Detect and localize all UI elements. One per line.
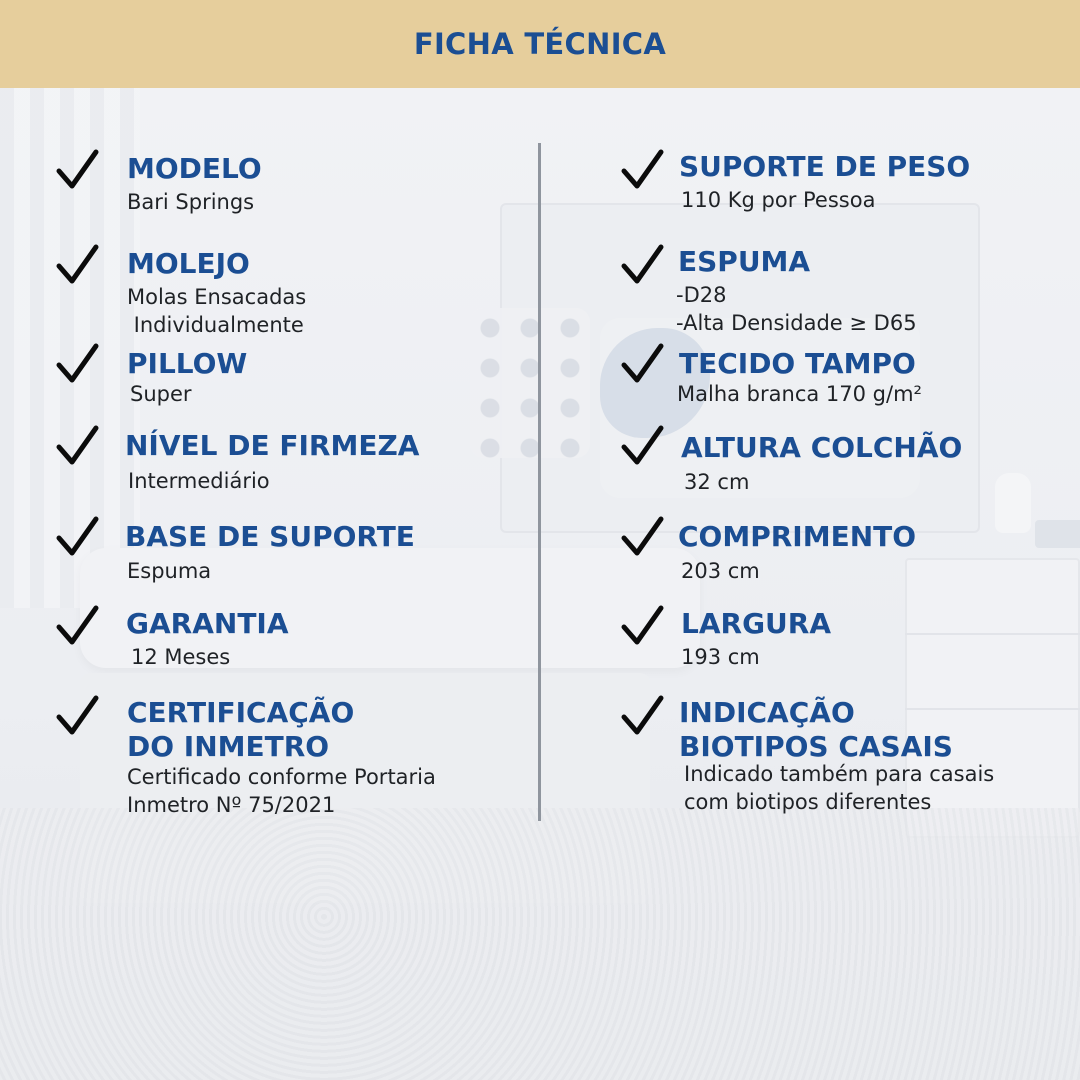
header-band bbox=[0, 0, 1080, 88]
spec-label bbox=[127, 152, 262, 186]
spec-label bbox=[125, 429, 419, 463]
clock bbox=[1035, 520, 1080, 548]
spec-label-line: LARGURA bbox=[681, 607, 832, 640]
checkmark-icon bbox=[55, 515, 99, 559]
spec-value bbox=[681, 186, 875, 214]
spec-value bbox=[131, 643, 230, 671]
spec-label bbox=[679, 150, 970, 184]
spec-value bbox=[676, 281, 917, 337]
nightstand-drawer-line bbox=[905, 633, 1080, 635]
spec-value bbox=[127, 557, 211, 585]
spec-value-line: -D28 bbox=[676, 283, 727, 307]
spec-value bbox=[128, 467, 270, 495]
spec-value bbox=[684, 760, 994, 816]
spec-value-line: Inmetro Nº 75/2021 bbox=[127, 793, 336, 817]
spec-label-line: GARANTIA bbox=[126, 607, 289, 640]
spec-label bbox=[127, 247, 250, 281]
spec-label bbox=[125, 520, 415, 554]
column-divider bbox=[538, 143, 541, 821]
spec-value-line: Indicado também para casais bbox=[684, 762, 995, 786]
spec-label bbox=[681, 431, 962, 465]
spec-label-line: PILLOW bbox=[127, 347, 248, 380]
checkmark-icon bbox=[55, 604, 99, 648]
checkmark-icon bbox=[55, 243, 99, 287]
spec-label-line: COMPRIMENTO bbox=[678, 520, 917, 553]
spec-label-line: ALTURA COLCHÃO bbox=[681, 431, 963, 464]
checkmark-icon bbox=[55, 694, 99, 738]
spec-value bbox=[681, 557, 760, 585]
spec-value-line: Super bbox=[130, 382, 192, 406]
spec-value-line: Malha branca 170 g/m² bbox=[677, 382, 922, 406]
spec-value-line: Individualmente bbox=[127, 313, 304, 337]
spec-value bbox=[677, 380, 922, 408]
spec-label-line: CERTIFICAÇÃO bbox=[127, 696, 355, 729]
spec-label bbox=[126, 607, 289, 641]
spec-label-line: NÍVEL DE FIRMEZA bbox=[125, 429, 420, 462]
spec-label-line: ESPUMA bbox=[678, 245, 811, 278]
checkmark-icon bbox=[620, 515, 664, 559]
checkmark-icon bbox=[55, 342, 99, 386]
spec-value-line: Certificado conforme Portaria bbox=[127, 765, 436, 789]
spec-value bbox=[681, 643, 760, 671]
spec-value-line: com biotipos diferentes bbox=[684, 790, 932, 814]
spec-value-line: 110 Kg por Pessoa bbox=[681, 188, 876, 212]
spec-label bbox=[678, 520, 916, 554]
checkmark-icon bbox=[620, 604, 664, 648]
spec-value bbox=[127, 188, 254, 216]
spec-label-line: TECIDO TAMPO bbox=[679, 347, 916, 380]
spec-value bbox=[684, 468, 749, 496]
checkmark-icon bbox=[620, 424, 664, 468]
spec-label-line: DO INMETRO bbox=[127, 730, 330, 763]
spec-label bbox=[679, 696, 953, 764]
checkmark-icon bbox=[55, 148, 99, 192]
spec-value bbox=[127, 283, 306, 339]
spec-label-line: MOLEJO bbox=[127, 247, 250, 280]
dotted-pillow bbox=[470, 308, 590, 458]
spec-label-line: SUPORTE DE PESO bbox=[679, 150, 971, 183]
spec-value-line: 193 cm bbox=[681, 645, 760, 669]
spec-label bbox=[678, 245, 810, 279]
checkmark-icon bbox=[55, 424, 99, 468]
spec-label bbox=[127, 696, 354, 764]
spec-value-line: Bari Springs bbox=[127, 190, 255, 214]
spec-label bbox=[127, 347, 247, 381]
spec-label bbox=[679, 347, 916, 381]
checkmark-icon bbox=[620, 342, 664, 386]
spec-value-line: 12 Meses bbox=[131, 645, 231, 669]
spec-value-line: 32 cm bbox=[684, 470, 750, 494]
spec-label-line: INDICAÇÃO bbox=[679, 696, 855, 729]
spec-value-line: Espuma bbox=[127, 559, 212, 583]
checkmark-icon bbox=[620, 694, 664, 738]
rug bbox=[0, 808, 1080, 1080]
spec-value bbox=[127, 763, 436, 819]
page-title: FICHA TÉCNICA bbox=[413, 27, 667, 61]
spec-label-line: BIOTIPOS CASAIS bbox=[679, 730, 953, 763]
vase bbox=[995, 473, 1031, 533]
spec-label-line: MODELO bbox=[127, 152, 262, 185]
spec-value-line: Molas Ensacadas bbox=[127, 285, 307, 309]
checkmark-icon bbox=[620, 148, 664, 192]
spec-value-line: Intermediário bbox=[128, 469, 270, 493]
spec-value bbox=[130, 380, 192, 408]
checkmark-icon bbox=[620, 243, 664, 287]
spec-value-line: 203 cm bbox=[681, 559, 760, 583]
spec-value-line: -Alta Densidade ≥ D65 bbox=[676, 311, 917, 335]
spec-label-line: BASE DE SUPORTE bbox=[125, 520, 415, 553]
spec-label bbox=[681, 607, 831, 641]
